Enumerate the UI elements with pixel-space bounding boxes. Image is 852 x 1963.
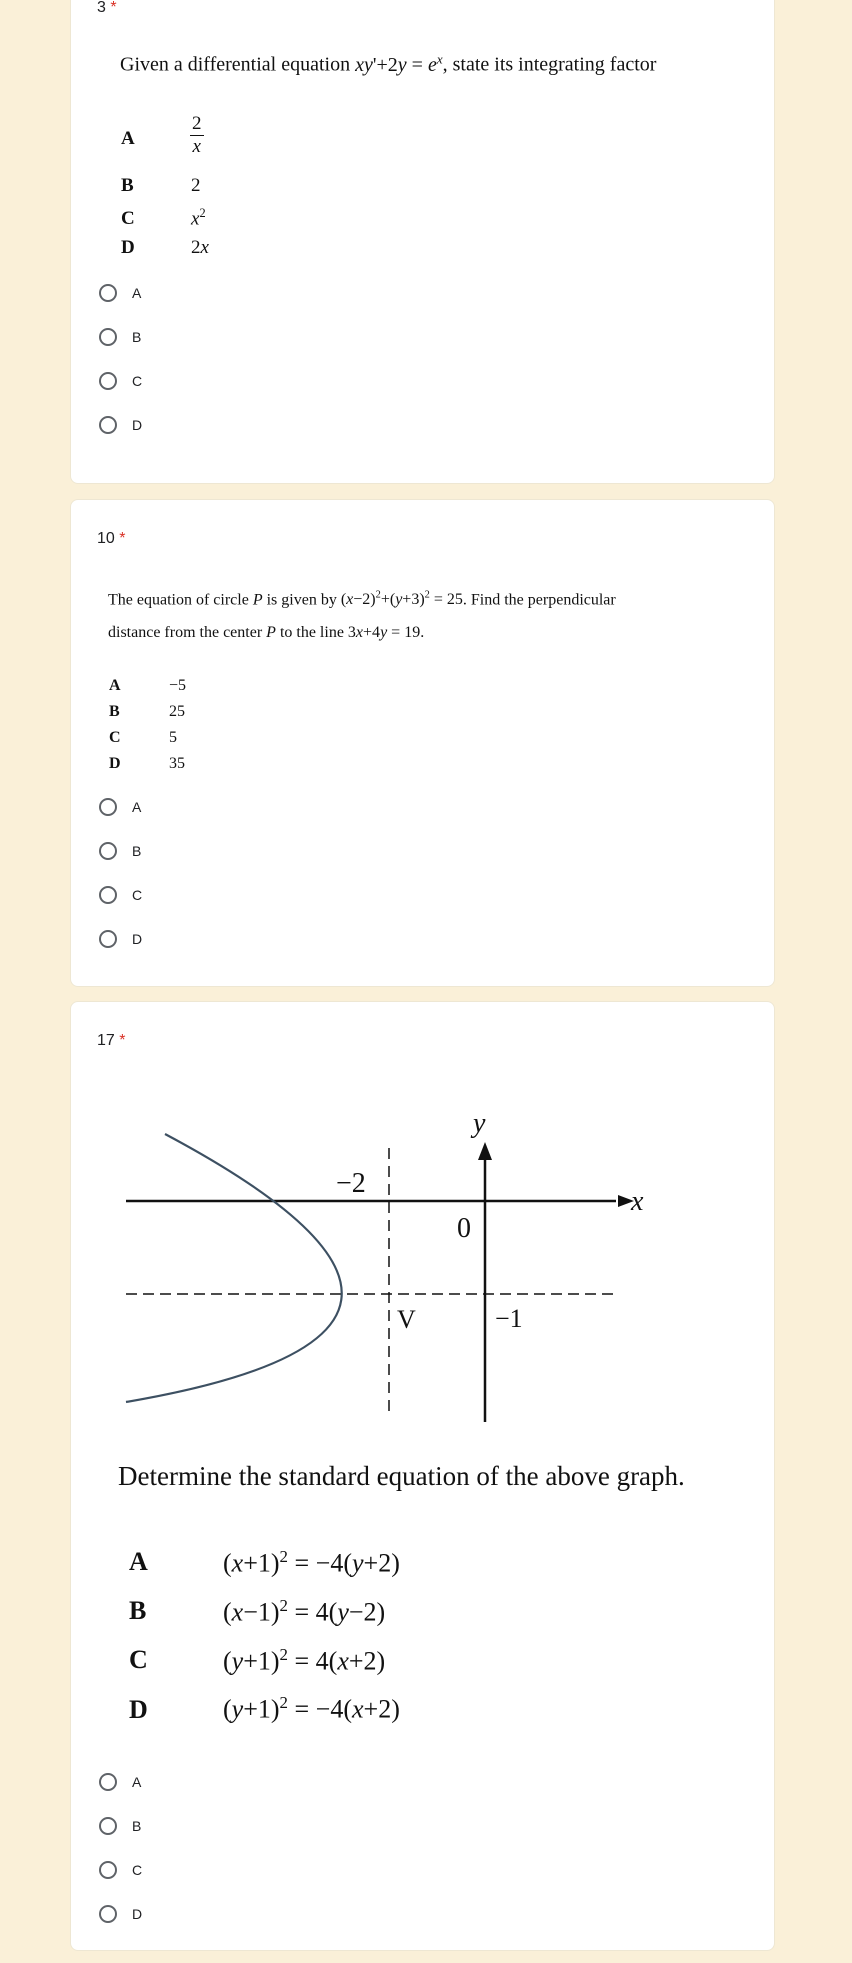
- radio-circle[interactable]: [99, 284, 117, 302]
- radio-circle[interactable]: [99, 1773, 117, 1791]
- radio-option-d[interactable]: D: [99, 924, 142, 954]
- option-value: 5: [169, 729, 177, 746]
- radio-option-c[interactable]: C: [99, 1855, 142, 1885]
- option-letter: C: [129, 1645, 148, 1674]
- option-letter: A: [129, 1547, 148, 1576]
- question-number: 3 *: [97, 0, 117, 16]
- radio-option-b[interactable]: B: [99, 322, 141, 352]
- radio-option-a[interactable]: A: [99, 792, 141, 822]
- option-value: 2x: [191, 237, 209, 258]
- option-value: $(y+1)^2 = 4(x+2)$: [223, 1645, 386, 1676]
- x-axis-label: x: [631, 1186, 644, 1217]
- equation: $xy'+2y = e^x$: [355, 51, 443, 76]
- option-letter: D: [129, 1695, 148, 1724]
- origin-label: 0: [457, 1213, 471, 1244]
- option-value: $\frac{2}{x}$: [192, 113, 202, 157]
- question-number: 10 *: [97, 530, 126, 547]
- parabola-graph: [71, 1082, 776, 1482]
- radio-circle[interactable]: [99, 1817, 117, 1835]
- question-text: Determine the standard equation of the above graph.: [118, 1461, 685, 1491]
- parabola-curve: [126, 1134, 342, 1402]
- option-letter: B: [121, 175, 134, 196]
- line-equation: 3x+4y = 19: [347, 624, 421, 641]
- radio-circle[interactable]: [99, 886, 117, 904]
- y-axis-arrow: [478, 1142, 492, 1160]
- circle-equation: $(x-2)^2+(y+3)^2 = 25$: [340, 590, 463, 609]
- radio-circle[interactable]: [99, 416, 117, 434]
- option-letter: C: [109, 729, 121, 746]
- vertex-label: V: [397, 1305, 416, 1334]
- radio-circle[interactable]: [99, 930, 117, 948]
- option-letter: D: [121, 237, 135, 258]
- option-letter: B: [109, 703, 120, 720]
- option-value: $(x-1)^2 = 4(y-2)$: [223, 1596, 386, 1627]
- option-value: $(y+1)^2 = -4(x+2)$: [223, 1693, 400, 1724]
- radio-circle[interactable]: [99, 1905, 117, 1923]
- radio-option-d[interactable]: D: [99, 410, 142, 440]
- radio-circle[interactable]: [99, 372, 117, 390]
- radio-circle[interactable]: [99, 1861, 117, 1879]
- radio-option-c[interactable]: C: [99, 880, 142, 910]
- y-axis-label: y: [473, 1108, 486, 1139]
- radio-option-d[interactable]: D: [99, 1899, 142, 1929]
- tick-label-neg1: −1: [495, 1304, 523, 1333]
- radio-option-a[interactable]: A: [99, 1767, 141, 1797]
- question-text-line-2: distance from the center P to the line 3x+4y = 19.: [108, 624, 425, 641]
- radio-option-a[interactable]: A: [99, 278, 141, 308]
- option-value: 35: [169, 755, 185, 772]
- option-letter: C: [121, 208, 135, 229]
- radio-option-b[interactable]: B: [99, 836, 141, 866]
- option-letter: D: [109, 755, 121, 772]
- radio-option-c[interactable]: C: [99, 366, 142, 396]
- question-card-17: [70, 1001, 775, 1951]
- question-card-10: [70, 499, 775, 987]
- question-text: The equation of circle P is given by $(x-2)^2+(y+3)^2 = 25$. Find the perpendicular: [108, 590, 616, 609]
- option-value: $x^2$: [191, 206, 206, 230]
- radio-circle[interactable]: [99, 842, 117, 860]
- question-number: 17 *: [97, 1032, 126, 1049]
- option-letter: A: [121, 128, 135, 149]
- option-value: $(x+1)^2 = -4(y+2)$: [223, 1547, 400, 1578]
- option-letter: B: [129, 1596, 147, 1625]
- tick-label-neg2: −2: [336, 1168, 366, 1199]
- option-letter: A: [109, 677, 121, 694]
- question-card-3: [70, 0, 775, 484]
- option-value: 25: [169, 703, 185, 720]
- radio-circle[interactable]: [99, 798, 117, 816]
- question-text: Given a differential equation $xy'+2y = e^x$, state its integrating factor: [120, 51, 657, 76]
- option-value: −5: [169, 677, 187, 694]
- radio-circle[interactable]: [99, 328, 117, 346]
- radio-option-b[interactable]: B: [99, 1811, 141, 1841]
- option-value: 2: [191, 175, 201, 196]
